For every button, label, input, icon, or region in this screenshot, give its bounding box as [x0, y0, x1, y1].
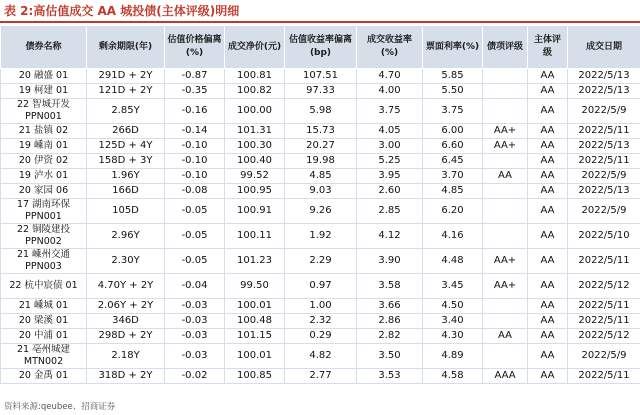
table-row	[1, 249, 640, 274]
trade-yield-cell: 2.85	[357, 199, 423, 224]
yield-deviation-cell: 2.77	[285, 369, 357, 384]
coupon-cell: 4.50	[423, 299, 483, 314]
yield-deviation-cell: 2.29	[285, 249, 357, 274]
trade-date-cell: 2022/5/13	[568, 84, 640, 99]
table-row	[1, 139, 640, 154]
table-row	[1, 154, 640, 169]
header-coupon: 票面利率(%)	[423, 26, 483, 69]
trade-yield-cell: 3.75	[357, 99, 423, 124]
coupon-cell: 4.16	[423, 224, 483, 249]
net-price-cell: 100.01	[225, 299, 285, 314]
yield-deviation-cell: 4.82	[285, 344, 357, 369]
bond-name-cell: 19 嵊南 01	[1, 139, 87, 154]
bond-name-cell: 17 湖南环保 PPN001	[1, 199, 87, 224]
yield-deviation-cell: 20.27	[285, 139, 357, 154]
coupon-cell: 6.20	[423, 199, 483, 224]
remaining-term-cell: 158D + 3Y	[87, 154, 165, 169]
bond-rating-cell	[483, 84, 528, 99]
yield-deviation-cell: 9.03	[285, 184, 357, 199]
issuer-rating-cell: AA	[528, 314, 568, 329]
header-price-deviation: 估值价格偏离(%)	[165, 26, 225, 69]
net-price-cell: 99.50	[225, 274, 285, 299]
remaining-term-cell: 318D + 2Y	[87, 369, 165, 384]
coupon-cell: 3.75	[423, 99, 483, 124]
coupon-cell: 5.85	[423, 69, 483, 84]
yield-deviation-cell: 19.98	[285, 154, 357, 169]
issuer-rating-cell: AA	[528, 249, 568, 274]
trade-yield-cell: 2.86	[357, 314, 423, 329]
remaining-term-cell: 2.85Y	[87, 99, 165, 124]
trade-yield-cell: 3.00	[357, 139, 423, 154]
table-row	[1, 314, 640, 329]
remaining-term-cell: 291D + 2Y	[87, 69, 165, 84]
yield-deviation-cell: 107.51	[285, 69, 357, 84]
bond-name-cell: 22 铜陵建投 PPN002	[1, 224, 87, 249]
trade-yield-cell: 3.66	[357, 299, 423, 314]
title-rule	[0, 21, 640, 23]
issuer-rating-cell: AA	[528, 299, 568, 314]
bond-rating-cell	[483, 69, 528, 84]
issuer-rating-cell: AA	[528, 154, 568, 169]
coupon-cell: 6.45	[423, 154, 483, 169]
net-price-cell: 100.01	[225, 344, 285, 369]
header-name: 债券名称	[1, 26, 87, 69]
header-trade-yield: 成交收益率(%)	[357, 26, 423, 69]
bond-rating-cell	[483, 344, 528, 369]
bond-name-cell: 22 杭中宸债 01	[1, 274, 87, 299]
trade-date-cell: 2022/5/12	[568, 274, 640, 299]
bond-rating-cell	[483, 99, 528, 124]
bond-name-cell: 20 中浦 01	[1, 329, 87, 344]
trade-date-cell: 2022/5/11	[568, 369, 640, 384]
bond-name-cell: 21 盐镇 02	[1, 124, 87, 139]
net-price-cell: 100.82	[225, 84, 285, 99]
price-deviation-cell: -0.87	[165, 69, 225, 84]
trade-date-cell: 2022/5/11	[568, 154, 640, 169]
yield-deviation-cell: 0.97	[285, 274, 357, 299]
remaining-term-cell: 4.70Y + 2Y	[87, 274, 165, 299]
price-deviation-cell: -0.05	[165, 224, 225, 249]
bond-rating-cell	[483, 224, 528, 249]
remaining-term-cell: 266D	[87, 124, 165, 139]
bond-name-cell: 20 梁溪 01	[1, 314, 87, 329]
price-deviation-cell: -0.10	[165, 154, 225, 169]
issuer-rating-cell: AA	[528, 139, 568, 154]
yield-deviation-cell: 9.26	[285, 199, 357, 224]
yield-deviation-cell: 97.33	[285, 84, 357, 99]
issuer-rating-cell: AA	[528, 84, 568, 99]
trade-date-cell: 2022/5/13	[568, 139, 640, 154]
coupon-cell: 4.85	[423, 184, 483, 199]
bond-name-cell: 20 融盛 01	[1, 69, 87, 84]
price-deviation-cell: -0.16	[165, 99, 225, 124]
coupon-cell: 6.60	[423, 139, 483, 154]
bond-rating-cell: AA+	[483, 274, 528, 299]
issuer-rating-cell: AA	[528, 199, 568, 224]
trade-yield-cell: 2.82	[357, 329, 423, 344]
yield-deviation-cell: 1.92	[285, 224, 357, 249]
table-row	[1, 184, 640, 199]
bond-name-cell: 21 亳州城建 MTN002	[1, 344, 87, 369]
coupon-cell: 3.70	[423, 169, 483, 184]
bond-name-cell: 21 嵊城 01	[1, 299, 87, 314]
trade-yield-cell: 3.90	[357, 249, 423, 274]
yield-deviation-cell: 2.32	[285, 314, 357, 329]
bond-name-cell: 20 伊资 02	[1, 154, 87, 169]
remaining-term-cell: 2.30Y	[87, 249, 165, 274]
bond-name-cell: 22 智城开发 PPN001	[1, 99, 87, 124]
price-deviation-cell: -0.03	[165, 329, 225, 344]
trade-date-cell: 2022/5/9	[568, 169, 640, 184]
table-title: 表 2:高估值成交 AA 城投债(主体评级)明细	[4, 4, 240, 18]
bond-rating-cell: AA+	[483, 139, 528, 154]
issuer-rating-cell: AA	[528, 369, 568, 384]
yield-deviation-cell: 0.29	[285, 329, 357, 344]
price-deviation-cell: -0.05	[165, 199, 225, 224]
bond-rating-cell	[483, 199, 528, 224]
net-price-cell: 100.48	[225, 314, 285, 329]
coupon-cell: 4.48	[423, 249, 483, 274]
bond-rating-cell: AA+	[483, 124, 528, 139]
remaining-term-cell: 125D + 4Y	[87, 139, 165, 154]
trade-yield-cell: 4.12	[357, 224, 423, 249]
issuer-rating-cell: AA	[528, 124, 568, 139]
price-deviation-cell: -0.03	[165, 314, 225, 329]
trade-date-cell: 2022/5/10	[568, 224, 640, 249]
trade-date-cell: 2022/5/11	[568, 249, 640, 274]
trade-date-cell: 2022/5/13	[568, 69, 640, 84]
table-row	[1, 169, 640, 184]
net-price-cell: 101.31	[225, 124, 285, 139]
remaining-term-cell: 166D	[87, 184, 165, 199]
net-price-cell: 100.00	[225, 99, 285, 124]
net-price-cell: 100.85	[225, 369, 285, 384]
issuer-rating-cell: AA	[528, 344, 568, 369]
trade-date-cell: 2022/5/9	[568, 199, 640, 224]
bond-name-cell: 19 泸水 01	[1, 169, 87, 184]
net-price-cell: 100.81	[225, 69, 285, 84]
bond-name-cell: 20 家园 06	[1, 184, 87, 199]
bond-rating-cell: AA	[483, 329, 528, 344]
net-price-cell: 100.91	[225, 199, 285, 224]
bond-rating-cell	[483, 314, 528, 329]
table-row	[1, 124, 640, 139]
net-price-cell: 101.23	[225, 249, 285, 274]
table-row	[1, 344, 640, 369]
issuer-rating-cell: AA	[528, 99, 568, 124]
net-price-cell: 101.15	[225, 329, 285, 344]
remaining-term-cell: 346D	[87, 314, 165, 329]
coupon-cell: 4.30	[423, 329, 483, 344]
trade-date-cell: 2022/5/9	[568, 99, 640, 124]
net-price-cell: 100.95	[225, 184, 285, 199]
coupon-cell: 4.58	[423, 369, 483, 384]
price-deviation-cell: -0.10	[165, 139, 225, 154]
table-row	[1, 84, 640, 99]
remaining-term-cell: 121D + 2Y	[87, 84, 165, 99]
trade-yield-cell: 5.25	[357, 154, 423, 169]
trade-date-cell: 2022/5/11	[568, 124, 640, 139]
yield-deviation-cell: 5.98	[285, 99, 357, 124]
price-deviation-cell: -0.35	[165, 84, 225, 99]
remaining-term-cell: 298D + 2Y	[87, 329, 165, 344]
issuer-rating-cell: AA	[528, 69, 568, 84]
price-deviation-cell: -0.03	[165, 299, 225, 314]
remaining-term-cell: 2.18Y	[87, 344, 165, 369]
trade-date-cell: 2022/5/13	[568, 184, 640, 199]
issuer-rating-cell: AA	[528, 184, 568, 199]
price-deviation-cell: -0.14	[165, 124, 225, 139]
remaining-term-cell: 1.96Y	[87, 169, 165, 184]
price-deviation-cell: -0.08	[165, 184, 225, 199]
remaining-term-cell: 2.06Y + 2Y	[87, 299, 165, 314]
price-deviation-cell: -0.05	[165, 249, 225, 274]
bond-rating-cell	[483, 184, 528, 199]
bond-table	[0, 25, 640, 384]
net-price-cell: 100.30	[225, 139, 285, 154]
remaining-term-cell: 2.96Y	[87, 224, 165, 249]
yield-deviation-cell: 1.00	[285, 299, 357, 314]
bond-name-cell: 21 嵊州交通 PPN003	[1, 249, 87, 274]
table-row	[1, 224, 640, 249]
bond-rating-cell: AA+	[483, 249, 528, 274]
bond-name-cell: 20 金禹 01	[1, 369, 87, 384]
coupon-cell: 4.89	[423, 344, 483, 369]
table-row	[1, 274, 640, 299]
net-price-cell: 100.11	[225, 224, 285, 249]
coupon-cell: 6.00	[423, 124, 483, 139]
trade-date-cell: 2022/5/12	[568, 329, 640, 344]
net-price-cell: 99.52	[225, 169, 285, 184]
table-row	[1, 299, 640, 314]
trade-yield-cell: 4.00	[357, 84, 423, 99]
table-row	[1, 329, 640, 344]
bond-rating-cell	[483, 299, 528, 314]
issuer-rating-cell: AA	[528, 169, 568, 184]
price-deviation-cell: -0.03	[165, 344, 225, 369]
header-bond-rating: 债项评级	[483, 26, 528, 69]
header-issuer-rating: 主体评级	[528, 26, 568, 69]
header-row	[1, 26, 640, 69]
table-row	[1, 369, 640, 384]
header-trade-date: 成交日期	[568, 26, 640, 69]
trade-yield-cell: 3.53	[357, 369, 423, 384]
price-deviation-cell: -0.04	[165, 274, 225, 299]
source-note: 资料来源:qeubee、招商证券	[4, 402, 116, 412]
trade-yield-cell: 3.50	[357, 344, 423, 369]
yield-deviation-cell: 4.85	[285, 169, 357, 184]
yield-deviation-cell: 15.73	[285, 124, 357, 139]
trade-yield-cell: 3.95	[357, 169, 423, 184]
trade-yield-cell: 4.70	[357, 69, 423, 84]
bond-rating-cell: AA	[483, 169, 528, 184]
table-row	[1, 199, 640, 224]
bond-rating-cell: AAA	[483, 369, 528, 384]
trade-yield-cell: 2.60	[357, 184, 423, 199]
coupon-cell: 3.40	[423, 314, 483, 329]
bond-name-cell: 19 柯建 01	[1, 84, 87, 99]
issuer-rating-cell: AA	[528, 224, 568, 249]
trade-yield-cell: 3.58	[357, 274, 423, 299]
net-price-cell: 100.40	[225, 154, 285, 169]
trade-date-cell: 2022/5/11	[568, 314, 640, 329]
header-net-price: 成交净价(元)	[225, 26, 285, 69]
trade-date-cell: 2022/5/11	[568, 299, 640, 314]
trade-date-cell: 2022/5/9	[568, 344, 640, 369]
header-remaining-term: 剩余期限(年)	[87, 26, 165, 69]
coupon-cell: 5.50	[423, 84, 483, 99]
issuer-rating-cell: AA	[528, 329, 568, 344]
remaining-term-cell: 105D	[87, 199, 165, 224]
issuer-rating-cell: AA	[528, 274, 568, 299]
price-deviation-cell: -0.02	[165, 369, 225, 384]
table-row	[1, 69, 640, 84]
bond-rating-cell	[483, 154, 528, 169]
table-row	[1, 99, 640, 124]
price-deviation-cell: -0.10	[165, 169, 225, 184]
coupon-cell: 3.45	[423, 274, 483, 299]
trade-yield-cell: 4.05	[357, 124, 423, 139]
header-yield-deviation: 估值收益率偏离(bp)	[285, 26, 357, 69]
